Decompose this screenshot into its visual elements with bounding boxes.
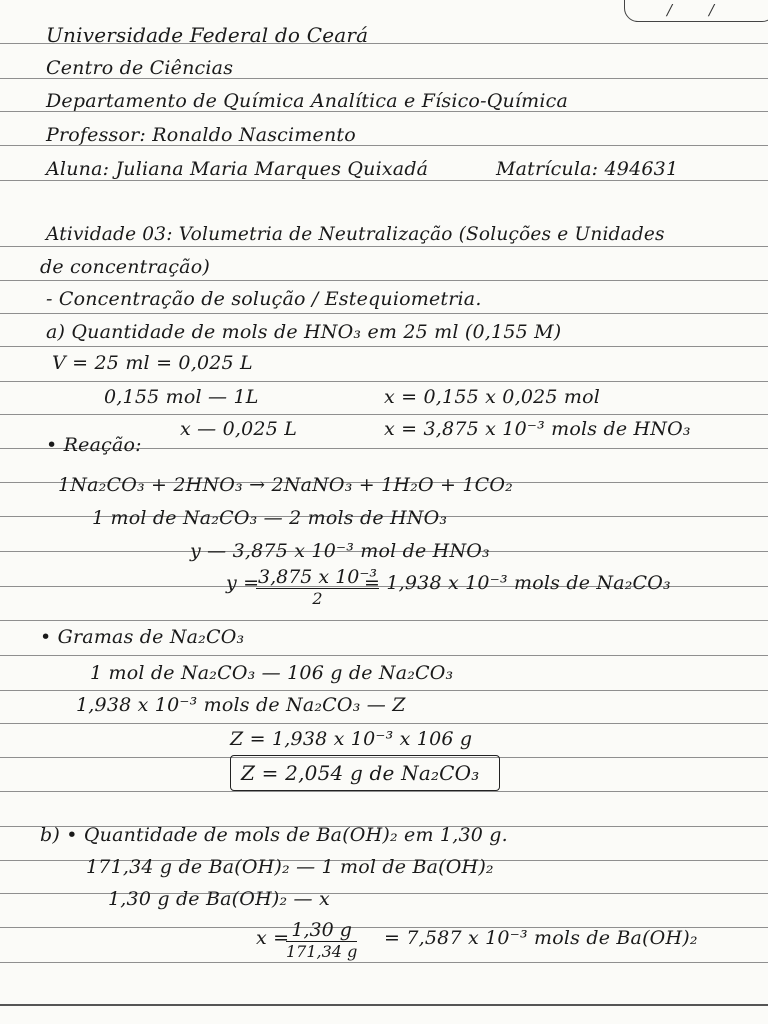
answer-line: Z = 2,054 g de Na₂CO₃ bbox=[241, 761, 480, 785]
result-line: = 1,938 x 10⁻³ mols de Na₂CO₃ bbox=[364, 572, 671, 594]
fraction-numerator: 3,875 x 10⁻³ bbox=[258, 566, 378, 588]
ruled-line bbox=[0, 381, 768, 382]
fraction bbox=[256, 566, 379, 609]
ruled-line bbox=[0, 723, 768, 724]
fraction-denominator: 171,34 g bbox=[286, 942, 358, 961]
department-name: Departamento de Química Analítica e Físico-Química bbox=[46, 90, 569, 112]
corner-tab-mark bbox=[624, 0, 768, 22]
fraction bbox=[286, 919, 357, 962]
result-line: = 7,587 x 10⁻³ mols de Ba(OH)₂ bbox=[384, 927, 698, 949]
ruled-line bbox=[0, 962, 768, 963]
result-lhs: x = bbox=[256, 927, 290, 949]
part-a-heading: a) Quantidade de mols de HNO₃ em 25 ml (0,155 M) bbox=[46, 321, 562, 343]
fraction-denominator: 2 bbox=[312, 589, 323, 608]
student-name: Aluna: Juliana Maria Marques Quixadá bbox=[46, 158, 429, 180]
ruled-line bbox=[0, 280, 768, 281]
answer-box bbox=[230, 755, 500, 791]
activity-title-continued: de concentração) bbox=[40, 256, 210, 278]
corner-mark: / bbox=[667, 1, 673, 19]
volume-line: V = 25 ml = 0,025 L bbox=[52, 352, 253, 374]
ratio-line: 1 mol de Na₂CO₃ — 106 g de Na₂CO₃ bbox=[90, 662, 454, 684]
ratio-line: 1,30 g de Ba(OH)₂ — x bbox=[108, 888, 330, 910]
ruled-line bbox=[0, 791, 768, 792]
ruled-line bbox=[0, 246, 768, 247]
ratio-line: y — 3,875 x 10⁻³ mol de HNO₃ bbox=[190, 540, 490, 562]
university-name: Universidade Federal do Ceará bbox=[46, 23, 369, 47]
part-b-heading: b) • Quantidade de mols de Ba(OH)₂ em 1,30 g. bbox=[40, 824, 508, 846]
calc-line: Z = 1,938 x 10⁻³ x 106 g bbox=[230, 728, 473, 750]
activity-title: Atividade 03: Volumetria de Neutralização (Soluções e Unidades bbox=[46, 224, 665, 245]
ruled-line bbox=[0, 414, 768, 415]
ratio-line: 1 mol de Na₂CO₃ — 2 mols de HNO₃ bbox=[92, 507, 448, 529]
ruled-line bbox=[0, 620, 768, 621]
center-name: Centro de Ciências bbox=[46, 57, 234, 79]
ratio-line: 1,938 x 10⁻³ mols de Na₂CO₃ — Z bbox=[76, 694, 406, 716]
professor-name: Professor: Ronaldo Nascimento bbox=[46, 124, 356, 146]
result-line: x = 3,875 x 10⁻³ mols de HNO₃ bbox=[384, 418, 691, 440]
ratio-line: 171,34 g de Ba(OH)₂ — 1 mol de Ba(OH)₂ bbox=[86, 856, 494, 878]
reaction-equation: 1Na₂CO₃ + 2HNO₃ → 2NaNO₃ + 1H₂O + 1CO₂ bbox=[58, 474, 513, 496]
ratio-line: 0,155 mol — 1L bbox=[104, 386, 259, 408]
ruled-line bbox=[0, 346, 768, 347]
ruled-line bbox=[0, 180, 768, 181]
ruled-line bbox=[0, 313, 768, 314]
grams-heading: • Gramas de Na₂CO₃ bbox=[40, 626, 245, 648]
ruled-line bbox=[0, 655, 768, 656]
ruled-line bbox=[0, 690, 768, 691]
ruled-line-bottom bbox=[0, 1004, 768, 1006]
corner-mark: / bbox=[709, 1, 715, 19]
reaction-heading: • Reação: bbox=[46, 434, 142, 456]
activity-subtitle: - Concentração de solução / Estequiometria. bbox=[46, 288, 482, 310]
ratio-line: x — 0,025 L bbox=[180, 418, 298, 440]
calc-line: x = 0,155 x 0,025 mol bbox=[384, 386, 601, 408]
result-lhs: y = bbox=[226, 572, 260, 594]
fraction-numerator: 1,30 g bbox=[286, 919, 357, 942]
registration-number: Matrícula: 494631 bbox=[496, 158, 679, 180]
